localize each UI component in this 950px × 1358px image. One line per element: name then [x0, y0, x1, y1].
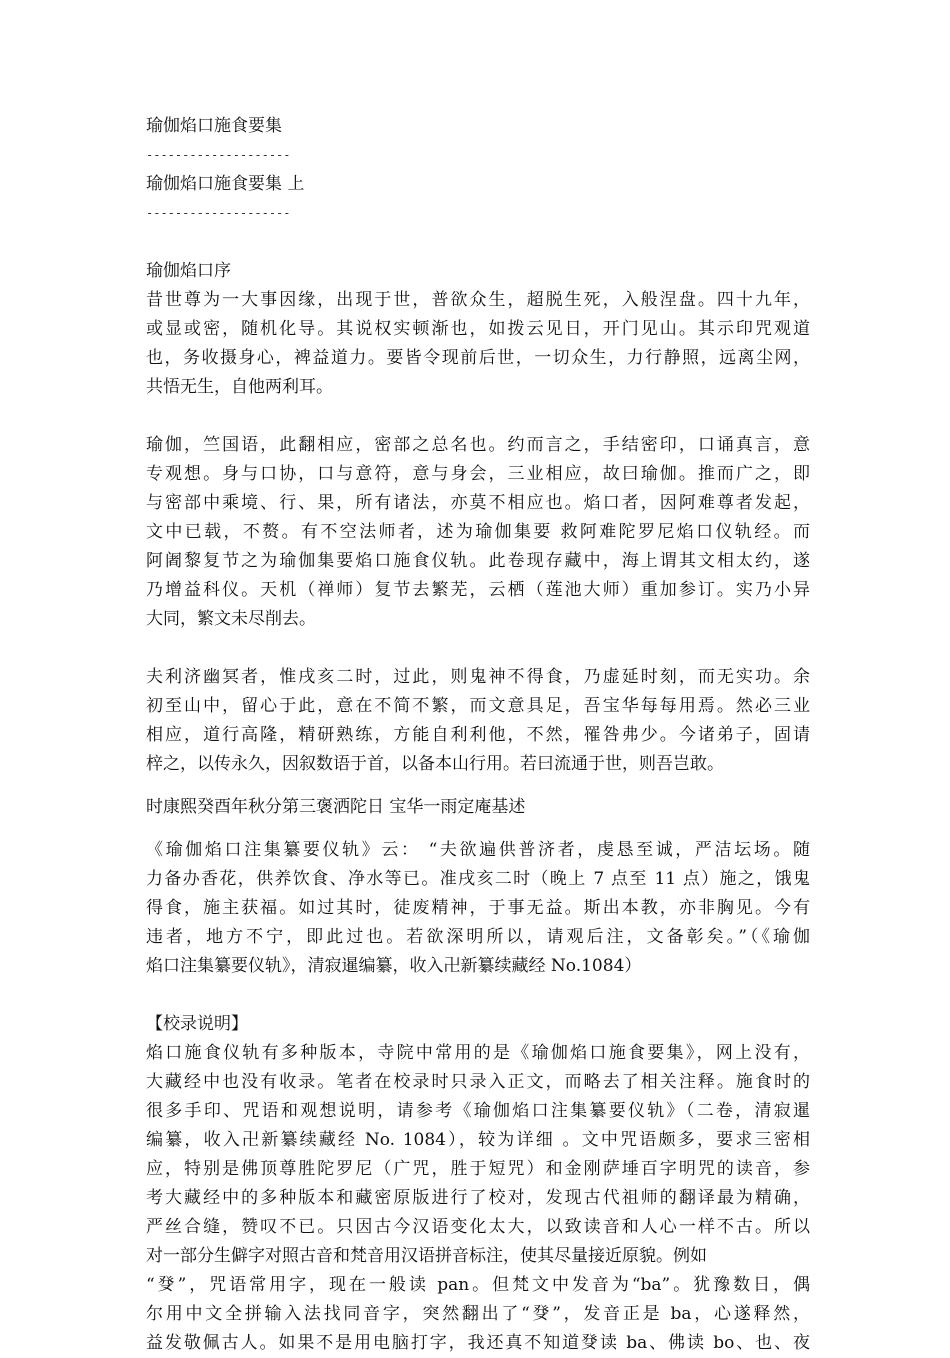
text-line: “癹”，咒语常用字，现在一般读 pan。但梵文中发音为“ba”。犹豫数日，偶 — [146, 1275, 810, 1295]
text-line: 相应，道行高隆，精研熟练，方能自利利他，不然，罹咎弗少。今诸弟子，固请 — [146, 725, 810, 745]
preface-paragraph-3 — [146, 663, 810, 779]
text-line: 与密部中乘境、行、果，所有诸法，亦莫不相应也。焰口者，因阿难尊者发起， — [146, 493, 810, 513]
quotation-paragraph — [146, 836, 810, 981]
text-line: 力备办香花，供养饮食、净水等已。准戌亥二时（晚上 7 点至 11 点）施之，饿鬼 — [146, 869, 810, 889]
divider-line: -------------------- — [146, 206, 291, 220]
text-line: 很多手印、咒语和观想说明，请参考《瑜伽焰口注集纂要仪轨》（二卷，清寂暹 — [146, 1101, 810, 1121]
text-line: 夫利济幽冥者，惟戌亥二时，过此，则鬼神不得食，乃虚延时刻，而无实功。余 — [146, 667, 810, 687]
text-line: 或显或密，随机化导。其说权实顿渐也，如拨云见日，开门见山。其示印咒观道 — [146, 319, 810, 339]
text-line: 焰口注集纂要仪轨》，清寂暹编纂，收入卍新纂续藏经 No.1084） — [146, 956, 642, 976]
text-line: 得食，施主获福。如过其时，徒废精神，于事无益。斯出本教，亦非胸见。今有 — [146, 898, 810, 918]
text-line: 瑜伽，竺国语，此翻相应，密部之总名也。约而言之，手结密印，口诵真言，意 — [146, 435, 810, 455]
text-line: 焰口施食仪轨有多种版本，寺院中常用的是《瑜伽焰口施食要集》，网上没有， — [146, 1043, 810, 1063]
notes-heading: 【校录说明】 — [146, 1014, 248, 1034]
text-line: 应，特别是佛顶尊胜陀罗尼（广咒，胜于短咒）和金刚萨埵百字明咒的读音，参 — [146, 1159, 810, 1179]
text-line: 大藏经中也没有收录。笔者在校录时只录入正文，而略去了相关注释。施食时的 — [146, 1072, 810, 1092]
text-line: 专观想。身与口协，口与意符，意与身会，三业相应，故曰瑜伽。推而广之，即 — [146, 464, 810, 484]
text-line: 考大藏经中的多种版本和藏密原版进行了校对，发现古代祖师的翻译最为精确， — [146, 1188, 810, 1208]
volume-title: 瑜伽焰口施食要集 上 — [146, 174, 305, 194]
notes-paragraph — [146, 1039, 810, 1358]
preface-paragraph-1 — [146, 286, 810, 402]
text-line: 益发敬佩古人。如果不是用电脑打字，我还真不知道癹读 ba、佛读 bo、也、夜 — [146, 1333, 810, 1353]
text-line: 乃增益科仪。天机（禅师）复节去繁芜，云栖（莲池大师）重加参订。实乃小异 — [146, 580, 810, 600]
text-line: 尔用中文全拼输入法找同音字，突然翻出了“癹”，发音正是 ba，心遂释然， — [146, 1304, 810, 1324]
divider-line: -------------------- — [146, 148, 291, 162]
text-line: 文中已载，不赘。有不空法师者，述为瑜伽集要 救阿难陀罗尼焰口仪轨经。而 — [146, 522, 810, 542]
dateline: 时康熙癸酉年秋分第三褒洒陀日 宝华一雨定庵基述 — [146, 797, 526, 817]
text-line: 阿阇黎复节之为瑜伽集要焰口施食仪轨。此卷现存藏中，海上谓其文相太约，遂 — [146, 551, 810, 571]
text-line: 梓之，以传永久，因叙数语于首，以备本山行用。若曰流通于世，则吾岂敢。 — [146, 754, 724, 774]
document-page — [146, 112, 810, 1358]
text-line: 初至山中，留心于此，意在不简不繁，而文意具足，吾宝华每每用焉。然必三业 — [146, 696, 810, 716]
text-line: 严丝合缝，赞叹不已。只因古今汉语变化太大，以致读音和人心一样不古。所以 — [146, 1217, 810, 1237]
text-line: 违者，地方不宁，即此过也。若欲深明所以，请观后注，文备彰矣。”（《瑜伽 — [146, 927, 810, 947]
preface-paragraph-2 — [146, 431, 810, 634]
text-line: 共悟无生，自他两利耳。 — [146, 377, 333, 397]
text-line: 昔世尊为一大事因缘，出现于世，普欲众生，超脱生死，入般涅盘。四十九年， — [146, 290, 810, 310]
preface-heading: 瑜伽焰口序 — [146, 261, 231, 281]
text-line: 大同，繁文未尽削去。 — [146, 609, 316, 629]
text-line: 《瑜伽焰口注集纂要仪轨》云： “夫欲遍供普济者，虔恳至诚，严洁坛场。随 — [146, 840, 810, 860]
text-line: 也，务收摄身心，裨益道力。要皆令现前后世，一切众生，力行静照，远离尘网， — [146, 348, 810, 368]
text-line: 编纂，收入卍新纂续藏经 No. 1084），较为详细 。文中咒语颇多，要求三密相 — [146, 1130, 810, 1150]
document-title: 瑜伽焰口施食要集 — [146, 116, 282, 136]
text-line: 对一部分生僻字对照古音和梵音用汉语拼音标注，使其尽量接近原貌。例如 — [146, 1246, 707, 1266]
